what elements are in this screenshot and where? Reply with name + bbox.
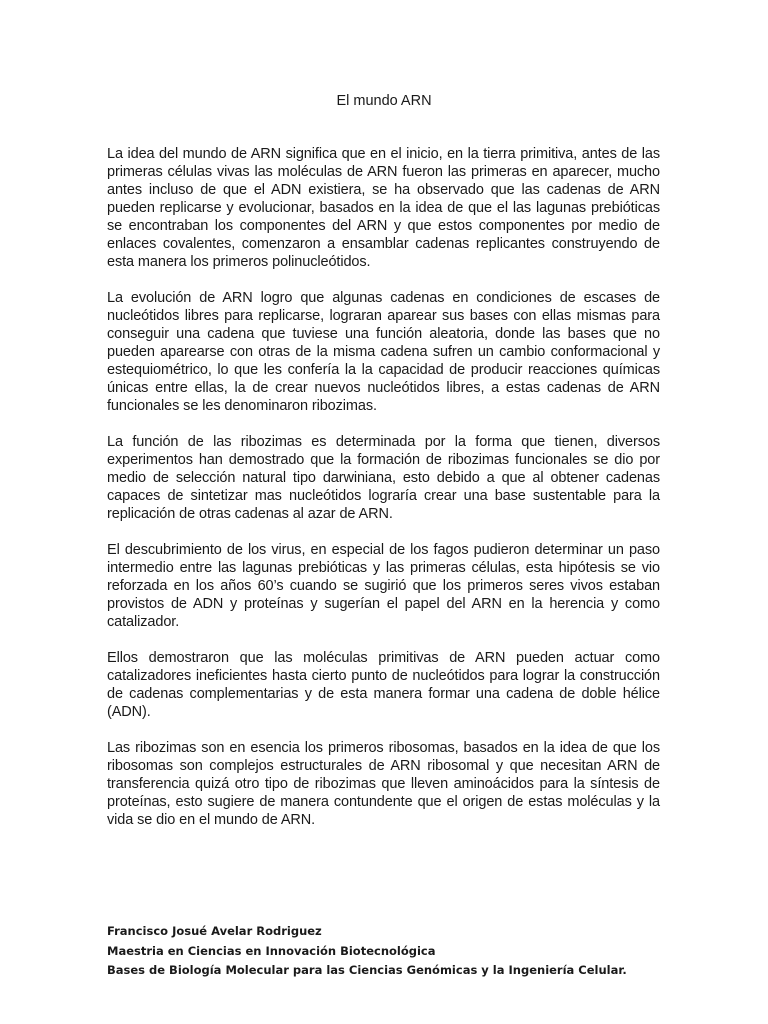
document-body xyxy=(107,145,660,847)
paragraph-3: La función de las ribozimas es determinada por la forma que tienen, diversos experimentos han demostrado que la formación de ribozimas funcionales se dio por medio de selección natural tipo darwiniana, esto debido a que al obtener cadenas capaces de sintetizar mas nucleótidos lograría crear una base sustentable para la replicación de otras cadenas al azar de ARN. xyxy=(107,434,660,522)
footer-program: Maestria en Ciencias en Innovación Biotecnológica xyxy=(107,943,436,958)
paragraph-5: Ellos demostraron que las moléculas primitivas de ARN pueden actuar como catalizadores ineficientes hasta cierto punto de nucleótidos para lograr la construcción de cadenas complementarias y de esta manera formar una cadena de doble hélice (ADN). xyxy=(107,650,660,720)
document-footer xyxy=(107,922,707,981)
paragraph-1: La idea del mundo de ARN significa que en el inicio, en la tierra primitiva, antes de las primeras células vivas las moléculas de ARN fueron las primeras en aparecer, mucho antes incluso de que el ADN existiera, se ha observado que las cadenas de ARN pueden replicarse y evolucionar, basados en la idea de que el las lagunas prebióticas se encontraban los componentes del ARN y que estos componentes por medio de enlaces covalentes, comenzaron a ensamblar cadenas replicantes construyendo de esta manera los primeros polinucleótidos. xyxy=(107,146,660,270)
footer-author: Francisco Josué Avelar Rodriguez xyxy=(107,924,322,938)
paragraph-2: La evolución de ARN logro que algunas cadenas en condiciones de escases de nucleótidos libres para replicarse, lograran aparear sus bases con ellas mismas para conseguir una cadena que tuviese una función aleatoria, donde las bases que no pueden aparearse con otras de la misma cadena sufren un cambio conformacional y estequiométrico, lo que les confería la la capacidad de producir reacciones químicas únicas entre ellas, la de crear nuevos nucleótidos libres, a estas cadenas de ARN funcionales se les denominaron ribozimas. xyxy=(107,290,660,414)
document-title: El mundo ARN xyxy=(336,93,432,109)
footer-course: Bases de Biología Molecular para las Ciencias Genómicas y la Ingeniería Celular. xyxy=(107,963,627,977)
paragraph-6: Las ribozimas son en esencia los primeros ribosomas, basados en la idea de que los ribosomas son complejos estructurales de ARN ribosomal y que necesitan ARN de transferencia quizá otro tipo de ribozimas que lleven aminoácidos para la síntesis de proteínas, esto sugiere de manera contundente que el origen de estas moléculas y la vida se dio en el mundo de ARN. xyxy=(107,740,660,828)
paragraph-4: El descubrimiento de los virus, en especial de los fagos pudieron determinar un paso intermedio entre las lagunas prebióticas y las primeras células, esta hipótesis se vio reforzada en los años 60’s cuando se sugirió que los primeros seres vivos estaban provistos de ADN y proteínas y sugerían el papel del ARN en la herencia y como catalizador. xyxy=(107,542,660,630)
